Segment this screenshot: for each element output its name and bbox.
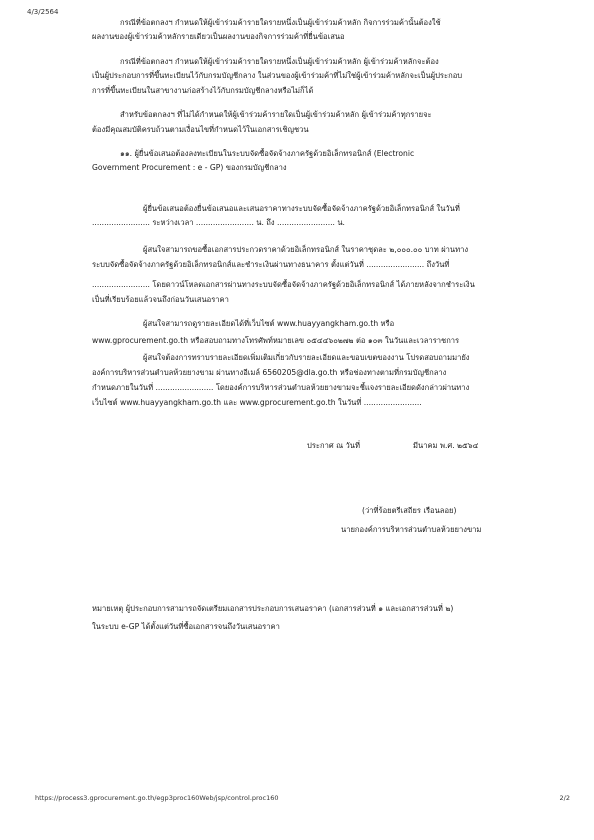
section-heading: Government Procurement : e - GP) ของกรมบัญชีกลาง (92, 163, 287, 172)
footer-url: https://process3.gprocurement.go.th/egp3proc160Web/jsp/control.proc160 (35, 794, 279, 802)
body-text-line: ........................ โดยดาวน์โหลดเอกสารผ่านทางระบบจัดซื้อจัดจ้างภาครัฐด้วยอิเล็กทรอนิกส์ ได้ภายหลังจากชำระเงิน (92, 280, 475, 289)
body-text-line: ผู้สนใจต้องการทราบรายละเอียดเพิ่มเติมเกี่ยวกับรายละเอียดและขอบเขตของงาน โปรดสอบถามมายัง (143, 353, 470, 362)
body-text-line: ต้องมีคุณสมบัติครบถ้วนตามเงื่อนไขที่กำหนดไว้ในเอกสารเชิญชวน (92, 125, 309, 134)
body-text-line: กรณีที่ข้อตกลงฯ กำหนดให้ผู้เข้าร่วมค้ารายใดรายหนึ่งเป็นผู้เข้าร่วมค้าหลัก กิจการร่วมค้านั้นต้องใช้ (120, 18, 441, 27)
body-text-line: ระบบจัดซื้อจัดจ้างภาครัฐด้วยอิเล็กทรอนิกส์และชำระเงินผ่านทางธนาคาร ตั้งแต่วันที่ ........................ ถึงวันที่ (92, 260, 450, 269)
section-heading: ๑๑. ผู้ยื่นข้อเสนอต้องลงทะเบียนในระบบจัดซื้อจัดจ้างภาครัฐด้วยอิเล็กทรอนิกส์ (Electronic (120, 149, 415, 158)
body-text-line: การที่ขึ้นทะเบียนในสาขางานก่อสร้างไว้กับกรมบัญชีกลางหรือไม่ก็ได้ (92, 86, 314, 95)
signatory-title: นายกองค์การบริหารส่วนตำบลห้วยยางขาม (341, 525, 482, 534)
page-number: 2/2 (559, 794, 570, 802)
print-date: 4/3/2564 (27, 8, 59, 16)
signatory-name: (ว่าที่ร้อยตรีเสถียร เรือนลอย) (362, 506, 457, 515)
body-text-line: www.gprocurement.go.th หรือสอบถามทางโทรศัพท์หมายเลข ๐๕๔๔๖๐๒๗๒ ต่อ ๑๐๓ ในวันและเวลาราชการ (92, 336, 460, 345)
body-text-line: เป็นผู้ประกอบการที่ขึ้นทะเบียนไว้กับกรมบัญชีกลาง ในส่วนของผู้เข้าร่วมค้าที่ไม่ใช่ผู้เข้าร่วมค้าหลักจะเป็นผู้ประกอบ (92, 71, 463, 80)
body-text-line: ผู้สนใจสามารถดูรายละเอียดได้ที่เว็บไซต์ www.huayyangkham.go.th หรือ (143, 319, 395, 328)
announce-date: มีนาคม พ.ศ. ๒๕๖๔ (413, 441, 479, 450)
body-text-line: ผลงานของผู้เข้าร่วมค้าหลักรายเดียวเป็นผลงานของกิจการร่วมค้าที่ยื่นข้อเสนอ (92, 32, 345, 41)
body-text-line: ผู้สนใจสามารถขอซื้อเอกสารประกวดราคาด้วยอิเล็กทรอนิกส์ ในราคาชุดละ ๒,๐๐๐.๐๐ บาท ผ่านทาง (143, 245, 469, 254)
body-text-line: องค์การบริหารส่วนตำบลห้วยยางขาม ผ่านทางอีเมล์ 6560205@dla.go.th หรือช่องทางตามที่กรมบัญชีกลาง (92, 368, 447, 377)
note-text: หมายเหตุ ผู้ประกอบการสามารถจัดเตรียมเอกสารประกอบการเสนอราคา (เอกสารส่วนที่ ๑ และเอกสารส่วนที่ ๒) (92, 604, 454, 613)
body-text-line: สำหรับข้อตกลงฯ ที่ไม่ได้กำหนดให้ผู้เข้าร่วมค้ารายใดเป็นผู้เข้าร่วมค้าหลัก ผู้เข้าร่วมค้าทุกรายจะ (120, 110, 432, 119)
body-text-line: กรณีที่ข้อตกลงฯ กำหนดให้ผู้เข้าร่วมค้ารายใดรายหนึ่งเป็นผู้เข้าร่วมค้าหลัก ผู้เข้าร่วมค้าหลักจะต้อง (120, 57, 439, 66)
note-text: ในระบบ e-GP ได้ตั้งแต่วันที่ซื้อเอกสารจนถึงวันเสนอราคา (92, 622, 280, 631)
body-text-line: ........................ ระหว่างเวลา ........................ น. ถึง ........................ น. (92, 218, 345, 227)
body-text-line: เว็บไซต์ www.huayyangkham.go.th และ www.gprocurement.go.th ในวันที่ ........................ (92, 398, 422, 407)
body-text-line: กำหนดภายในวันที่ ........................ โดยองค์การบริหารส่วนตำบลห้วยยางขามจะชี้แจงรายละเอียดดังกล่าวผ่านทาง (92, 383, 470, 392)
announce-label: ประกาศ ณ วันที่ (307, 441, 360, 450)
body-text-line: เป็นที่เรียบร้อยแล้วจนถึงก่อนวันเสนอราคา (92, 295, 229, 304)
body-text-line: ผู้ยื่นข้อเสนอต้องยื่นข้อเสนอและเสนอราคาทางระบบจัดซื้อจัดจ้างภาครัฐด้วยอิเล็กทรอนิกส์ ในวันที่ (143, 204, 460, 213)
